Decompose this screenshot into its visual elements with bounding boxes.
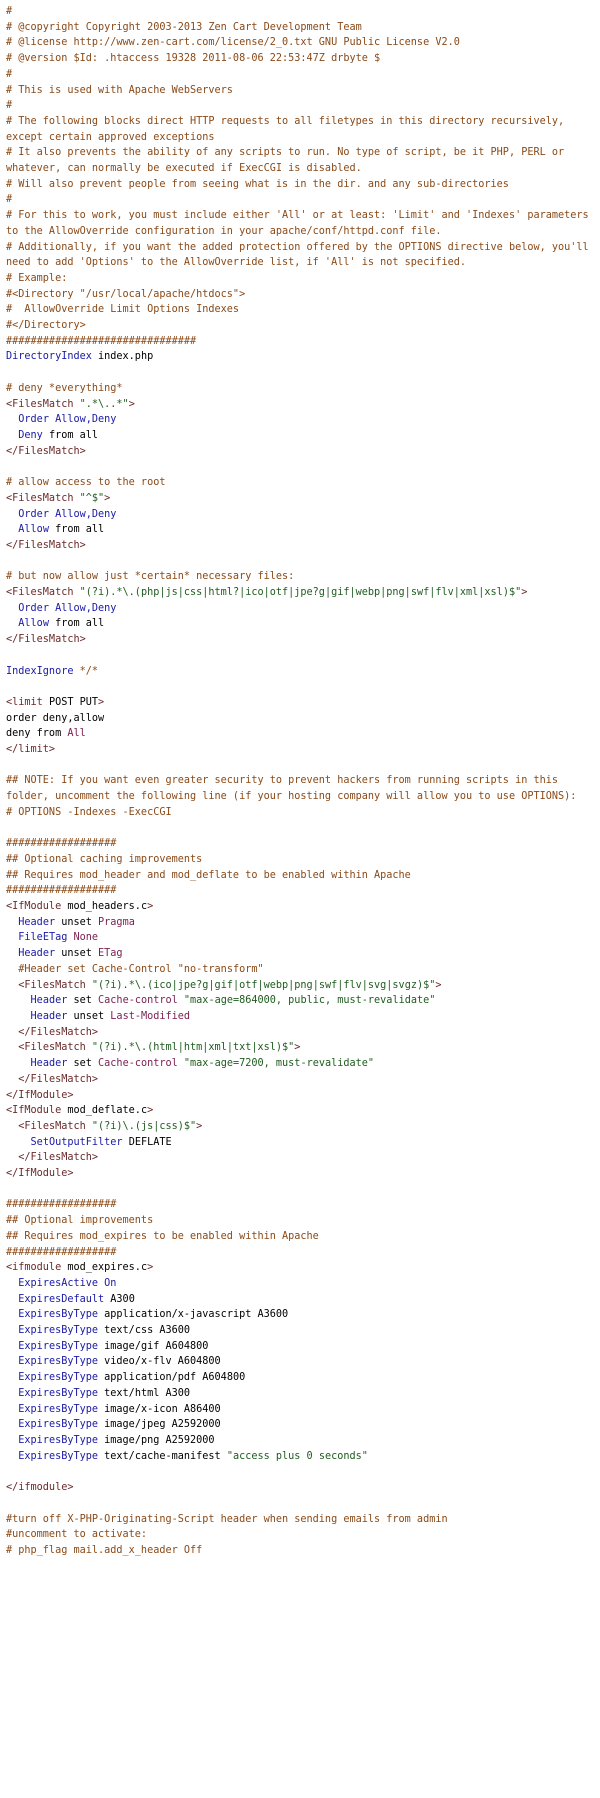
code-line bbox=[6, 1527, 594, 1543]
code-token-value: Last-Modified bbox=[110, 1011, 191, 1022]
code-token-plain: text/html A300 bbox=[98, 1387, 191, 1399]
code-token-comment: ## Optional caching improvements bbox=[6, 853, 203, 865]
code-token-keyword: ExpiresByType bbox=[18, 1372, 99, 1384]
code-line bbox=[6, 569, 594, 585]
code-token-plain: mod_deflate.c bbox=[67, 1105, 148, 1117]
code-line bbox=[6, 4, 594, 20]
code-token-string: "(?i).*\.(html|htm|xml|txt|xsl)$" bbox=[91, 1042, 295, 1054]
code-line bbox=[6, 98, 594, 114]
code-token-tag: <FilesMatch bbox=[18, 1120, 92, 1132]
code-token-keyword: Header bbox=[30, 995, 68, 1007]
code-token-plain bbox=[6, 1074, 18, 1085]
code-token-plain bbox=[6, 995, 31, 1006]
code-token-value: Cache-control bbox=[98, 1058, 178, 1070]
code-line bbox=[6, 412, 594, 428]
code-line bbox=[6, 114, 594, 145]
code-token-plain bbox=[6, 1309, 18, 1320]
code-line bbox=[6, 1072, 594, 1088]
code-token-plain bbox=[6, 1435, 18, 1446]
code-token-tag: </IfModule> bbox=[6, 1089, 74, 1101]
code-token-tag: </FilesMatch> bbox=[18, 1152, 99, 1164]
code-token-plain bbox=[6, 1388, 18, 1399]
code-line bbox=[6, 883, 594, 899]
code-line bbox=[6, 1307, 594, 1323]
code-line bbox=[6, 805, 594, 821]
code-token-tag: <FilesMatch bbox=[18, 979, 92, 991]
code-token-plain: mod_expires.c bbox=[67, 1262, 148, 1274]
code-line bbox=[6, 1103, 594, 1119]
code-token-keyword: ExpiresByType bbox=[18, 1309, 99, 1321]
code-token-plain: image/jpeg A2592000 bbox=[98, 1419, 221, 1431]
code-line bbox=[6, 742, 594, 758]
code-line bbox=[6, 20, 594, 36]
code-token-plain bbox=[6, 964, 18, 975]
code-token-comment: # but now allow just *certain* necessary files: bbox=[6, 571, 295, 583]
code-line bbox=[6, 1292, 594, 1308]
code-token-comment: # Example: bbox=[6, 272, 68, 284]
code-token-keyword: ExpiresByType bbox=[18, 1356, 99, 1368]
code-token-keyword: ExpiresByType bbox=[18, 1434, 99, 1446]
code-line bbox=[6, 397, 594, 413]
code-line bbox=[6, 208, 594, 239]
code-token-comment: # bbox=[6, 68, 13, 80]
code-token-plain: from all bbox=[42, 429, 99, 441]
code-line bbox=[6, 726, 594, 742]
code-token-comment: #</Directory> bbox=[6, 320, 86, 332]
code-token-keyword: Order bbox=[18, 414, 49, 426]
code-token-plain bbox=[6, 980, 18, 991]
code-token-tag: </FilesMatch> bbox=[6, 445, 86, 457]
code-token-keyword: Allow,Deny bbox=[55, 414, 117, 426]
code-token-plain bbox=[6, 618, 18, 629]
code-token-keyword: DirectoryIndex bbox=[6, 351, 92, 363]
code-line bbox=[6, 1150, 594, 1166]
code-token-comment: # Will also prevent people from seeing what is in the dir. and any sub-directories bbox=[6, 178, 509, 190]
code-line bbox=[6, 1088, 594, 1104]
code-token-plain bbox=[6, 1419, 18, 1430]
code-line bbox=[6, 177, 594, 193]
code-token-keyword: ExpiresByType bbox=[18, 1450, 99, 1462]
code-token-comment: #turn off X-PHP-Originating-Script header when sending emails from admin bbox=[6, 1513, 448, 1525]
code-line bbox=[6, 962, 594, 978]
code-token-tag: </ifmodule> bbox=[6, 1482, 74, 1494]
code-token-plain: image/gif A604800 bbox=[98, 1340, 209, 1352]
code-line bbox=[6, 145, 594, 176]
code-line bbox=[6, 616, 594, 632]
code-token-tag: <FilesMatch bbox=[6, 492, 80, 504]
code-line bbox=[6, 1449, 594, 1465]
code-token-comment: #uncomment to activate: bbox=[6, 1529, 148, 1541]
code-token-plain: application/x-javascript A3600 bbox=[98, 1309, 289, 1321]
code-line bbox=[6, 381, 594, 397]
code-token-plain bbox=[6, 1137, 31, 1148]
code-line bbox=[6, 271, 594, 287]
code-token-tag: </FilesMatch> bbox=[6, 539, 86, 551]
code-token-tag: > bbox=[128, 398, 135, 410]
code-line bbox=[6, 287, 594, 303]
blank-line bbox=[6, 821, 594, 837]
code-token-keyword: ExpiresDefault bbox=[18, 1293, 105, 1305]
code-token-comment: ################## bbox=[6, 885, 117, 897]
code-token-string: "(?i).*\.(ico|jpe?g|gif|otf|webp|png|swf|flv|svg|svgz)$" bbox=[91, 979, 436, 991]
code-token-keyword: SetOutputFilter bbox=[30, 1136, 123, 1148]
blank-line bbox=[6, 1182, 594, 1198]
code-token-keyword: Header bbox=[18, 916, 56, 928]
code-line bbox=[6, 664, 594, 680]
code-line bbox=[6, 35, 594, 51]
code-token-tag: </limit> bbox=[6, 744, 56, 756]
code-token-plain: text/cache-manifest bbox=[98, 1450, 227, 1462]
code-line bbox=[6, 522, 594, 538]
code-token-comment: # bbox=[6, 100, 13, 112]
code-token-plain: order deny,allow bbox=[6, 712, 105, 724]
code-token-tag: > bbox=[147, 1105, 154, 1117]
code-token-plain bbox=[6, 524, 18, 535]
code-line bbox=[6, 1135, 594, 1151]
code-token-plain: A300 bbox=[104, 1293, 135, 1305]
blank-line bbox=[6, 1464, 594, 1480]
code-token-comment: # Additionally, if you want the added protection offered by the OPTIONS directive below, you'll need to add 'Options' to the AllowOverride list, if 'All' is not specified. bbox=[6, 241, 595, 269]
code-token-keyword: FileETag bbox=[18, 932, 68, 944]
code-token-comment: ################## bbox=[6, 838, 117, 850]
code-token-keyword: Allow bbox=[18, 524, 49, 536]
code-line bbox=[6, 1119, 594, 1135]
code-token-comment: # allow access to the root bbox=[6, 477, 166, 489]
code-token-keyword: Header bbox=[30, 1058, 68, 1070]
code-token-tag: </FilesMatch> bbox=[18, 1026, 99, 1038]
code-token-keyword: Deny bbox=[18, 429, 43, 441]
code-token-comment: # deny *everything* bbox=[6, 382, 123, 394]
code-token-comment: # AllowOverride Limit Options Indexes bbox=[6, 304, 240, 316]
code-token-string: "(?i).*\.(php|js|css|html?|ico|otf|jpe?g|gif|webp|png|swf|flv|xml|xsl)$" bbox=[79, 587, 522, 599]
code-token-plain bbox=[6, 1294, 18, 1305]
code-line bbox=[6, 946, 594, 962]
code-token-keyword: Allow,Deny bbox=[55, 508, 117, 520]
code-token-value: None bbox=[73, 932, 99, 944]
code-token-comment: #<Directory "/usr/local/apache/htdocs"> bbox=[6, 288, 246, 300]
code-token-plain bbox=[6, 1058, 31, 1069]
code-token-comment: # @copyright Copyright 2003-2013 Zen Cart Development Team bbox=[6, 21, 362, 33]
code-line bbox=[6, 1402, 594, 1418]
code-token-plain: image/png A2592000 bbox=[98, 1434, 215, 1446]
blank-line bbox=[6, 365, 594, 381]
code-token-plain bbox=[6, 1372, 18, 1383]
code-line bbox=[6, 993, 594, 1009]
code-token-plain bbox=[6, 1356, 18, 1367]
code-line bbox=[6, 711, 594, 727]
code-token-plain bbox=[6, 603, 18, 614]
code-line bbox=[6, 1323, 594, 1339]
code-token-tag: > bbox=[147, 1262, 154, 1274]
code-line bbox=[6, 632, 594, 648]
code-token-tag: <ifmodule bbox=[6, 1262, 68, 1274]
code-line bbox=[6, 1417, 594, 1433]
code-token-comment: ## Optional improvements bbox=[6, 1215, 154, 1227]
code-line bbox=[6, 192, 594, 208]
code-token-keyword: IndexIgnore bbox=[6, 665, 74, 677]
blank-line bbox=[6, 758, 594, 774]
code-token-comment: */* bbox=[79, 665, 99, 677]
blank-line bbox=[6, 679, 594, 695]
code-token-string: "^$" bbox=[79, 492, 105, 504]
code-line bbox=[6, 1025, 594, 1041]
code-line bbox=[6, 852, 594, 868]
code-line bbox=[6, 1040, 594, 1056]
code-token-keyword: ExpiresActive bbox=[18, 1277, 99, 1289]
code-token-tag: <FilesMatch bbox=[18, 1042, 92, 1054]
code-line bbox=[6, 930, 594, 946]
code-token-plain: from all bbox=[48, 524, 105, 536]
code-line bbox=[6, 491, 594, 507]
code-token-plain bbox=[6, 509, 18, 520]
code-line bbox=[6, 349, 594, 365]
code-token-string: "max-age=864000, public, must-revalidate" bbox=[183, 995, 436, 1007]
code-token-plain: unset bbox=[67, 1011, 111, 1022]
code-token-comment: # OPTIONS -Indexes -ExecCGI bbox=[6, 806, 172, 818]
code-token-comment: #Header set Cache-Control "no-transform" bbox=[18, 963, 264, 975]
code-token-keyword: ExpiresByType bbox=[18, 1325, 99, 1337]
code-token-comment: # For this to work, you must include either 'All' or at least: 'Limit' and 'Indexes' parameters to the AllowOverride configuration in your apache/conf/httpd.conf file. bbox=[6, 210, 595, 237]
code-line bbox=[6, 428, 594, 444]
code-token-comment: ################## bbox=[6, 1246, 117, 1258]
code-line bbox=[6, 302, 594, 318]
code-token-tag: <IfModule bbox=[6, 901, 68, 913]
code-token-plain: deny from bbox=[6, 728, 68, 740]
code-line bbox=[6, 444, 594, 460]
code-token-keyword: ExpiresByType bbox=[18, 1340, 99, 1352]
code-token-keyword: Header bbox=[30, 1011, 68, 1022]
code-token-plain bbox=[6, 414, 18, 425]
code-token-keyword: Allow,Deny bbox=[55, 602, 117, 614]
code-token-comment: # @license http://www.zen-cart.com/license/2_0.txt GNU Public License V2.0 bbox=[6, 37, 460, 49]
code-token-tag: > bbox=[98, 696, 105, 708]
code-token-plain bbox=[6, 948, 18, 959]
code-token-comment: ## Requires mod_header and mod_deflate to be enabled within Apache bbox=[6, 869, 411, 881]
code-token-keyword: ExpiresByType bbox=[18, 1387, 99, 1399]
code-token-plain bbox=[6, 932, 18, 943]
code-token-value: Cache-control bbox=[98, 995, 178, 1007]
code-line bbox=[6, 507, 594, 523]
code-token-tag: <IfModule bbox=[6, 1105, 68, 1117]
code-token-tag: <limit bbox=[6, 696, 49, 708]
code-token-comment: # bbox=[6, 194, 13, 206]
code-token-tag: > bbox=[104, 492, 111, 504]
code-line bbox=[6, 240, 594, 271]
code-token-plain: text/css A3600 bbox=[98, 1325, 191, 1337]
code-token-keyword: Order bbox=[18, 602, 49, 614]
code-token-tag: </FilesMatch> bbox=[18, 1073, 99, 1085]
code-token-comment: # bbox=[6, 6, 13, 17]
code-token-tag: <FilesMatch bbox=[6, 398, 80, 410]
code-token-tag: > bbox=[521, 587, 528, 599]
code-line bbox=[6, 1512, 594, 1528]
code-line bbox=[6, 334, 594, 350]
code-token-plain: index.php bbox=[91, 351, 154, 363]
code-token-value: All bbox=[67, 728, 86, 740]
code-token-keyword: ExpiresByType bbox=[18, 1419, 99, 1431]
code-token-comment: # The following blocks direct HTTP requests to all filetypes in this directory recursively, except certain approved exceptions bbox=[6, 115, 571, 143]
code-token-comment: # @version $Id: .htaccess 19328 2011-08-06 22:53:47Z drbyte $ bbox=[6, 53, 381, 65]
code-line bbox=[6, 695, 594, 711]
code-token-plain bbox=[6, 1152, 18, 1163]
code-line bbox=[6, 83, 594, 99]
code-line bbox=[6, 585, 594, 601]
blank-line bbox=[6, 1496, 594, 1512]
code-token-plain bbox=[6, 1341, 18, 1352]
code-token-plain: set bbox=[67, 1058, 99, 1070]
code-line bbox=[6, 773, 594, 804]
code-line bbox=[6, 1213, 594, 1229]
code-token-tag: > bbox=[294, 1042, 301, 1054]
code-line bbox=[6, 836, 594, 852]
code-token-keyword: On bbox=[104, 1277, 117, 1289]
code-token-plain: set bbox=[67, 995, 99, 1007]
code-token-comment: ## NOTE: If you want even greater security to prevent hackers from running scripts in this folder, uncomment the following line (if your hosting company will allow you to use OPTIONS): bbox=[6, 775, 577, 803]
code-line bbox=[6, 1245, 594, 1261]
code-token-plain bbox=[6, 1027, 18, 1038]
code-line bbox=[6, 601, 594, 617]
code-line bbox=[6, 1354, 594, 1370]
code-line bbox=[6, 318, 594, 334]
code-token-tag: > bbox=[196, 1120, 203, 1132]
code-token-plain: video/x-flv A604800 bbox=[98, 1356, 221, 1368]
code-token-plain bbox=[6, 1451, 18, 1462]
code-line bbox=[6, 1056, 594, 1072]
code-token-comment: ## Requires mod_expires to be enabled within Apache bbox=[6, 1230, 319, 1242]
code-token-plain: POST PUT bbox=[48, 696, 99, 708]
code-token-tag: > bbox=[435, 979, 442, 991]
code-token-plain bbox=[6, 1325, 18, 1336]
code-token-keyword: ExpiresByType bbox=[18, 1403, 99, 1415]
code-token-plain bbox=[6, 1278, 18, 1289]
code-token-string: "access plus 0 seconds" bbox=[226, 1450, 368, 1462]
code-token-tag: > bbox=[147, 901, 154, 913]
code-token-plain: image/x-icon A86400 bbox=[98, 1403, 221, 1415]
blank-line bbox=[6, 554, 594, 570]
code-line bbox=[6, 1260, 594, 1276]
code-line bbox=[6, 1339, 594, 1355]
code-token-plain: unset bbox=[55, 916, 99, 928]
code-token-string: "(?i)\.(js|css)$" bbox=[91, 1120, 197, 1132]
code-token-value: Pragma bbox=[98, 916, 135, 928]
code-token-tag: </IfModule> bbox=[6, 1168, 74, 1180]
code-line bbox=[6, 915, 594, 931]
code-token-tag: <FilesMatch bbox=[6, 587, 80, 599]
code-token-comment: ############################### bbox=[6, 335, 197, 347]
code-line bbox=[6, 1166, 594, 1182]
code-token-tag: </FilesMatch> bbox=[6, 634, 86, 646]
code-token-keyword: Allow bbox=[18, 618, 49, 630]
blank-line bbox=[6, 459, 594, 475]
code-token-plain bbox=[6, 1011, 31, 1022]
code-line bbox=[6, 1433, 594, 1449]
code-line bbox=[6, 1276, 594, 1292]
code-line bbox=[6, 51, 594, 67]
code-line bbox=[6, 475, 594, 491]
code-token-value: ETag bbox=[98, 948, 123, 960]
code-token-plain: unset bbox=[55, 948, 99, 960]
code-line bbox=[6, 1543, 594, 1559]
code-line bbox=[6, 67, 594, 83]
code-token-plain: from all bbox=[48, 618, 105, 630]
code-line bbox=[6, 978, 594, 994]
code-line bbox=[6, 899, 594, 915]
code-token-comment: ################## bbox=[6, 1199, 117, 1211]
code-line bbox=[6, 868, 594, 884]
code-line bbox=[6, 1386, 594, 1402]
code-token-plain bbox=[6, 1121, 18, 1132]
code-line bbox=[6, 1197, 594, 1213]
code-token-keyword: Order bbox=[18, 508, 49, 520]
code-token-plain: application/pdf A604800 bbox=[98, 1372, 246, 1384]
code-token-plain: DEFLATE bbox=[122, 1136, 172, 1148]
code-token-comment: # It also prevents the ability of any scripts to run. No type of script, be it PHP, PERL or whatever, can normally be executed if ExecCGI is disabled. bbox=[6, 147, 571, 175]
code-token-comment: # php_flag mail.add_x_header Off bbox=[6, 1544, 203, 1556]
blank-line bbox=[6, 648, 594, 664]
code-line bbox=[6, 1229, 594, 1245]
code-line bbox=[6, 1480, 594, 1496]
code-token-plain bbox=[6, 1404, 18, 1415]
code-line bbox=[6, 1370, 594, 1386]
code-token-plain bbox=[6, 430, 18, 441]
code-token-plain: mod_headers.c bbox=[67, 901, 148, 913]
code-token-plain bbox=[6, 1042, 18, 1053]
code-token-comment: # This is used with Apache WebServers bbox=[6, 84, 233, 96]
code-line bbox=[6, 538, 594, 554]
code-token-plain bbox=[6, 917, 18, 928]
code-token-string: "max-age=7200, must-revalidate" bbox=[183, 1058, 375, 1070]
code-token-string: ".*\..*" bbox=[79, 398, 129, 410]
code-line bbox=[6, 1009, 594, 1025]
code-token-keyword: Header bbox=[18, 948, 56, 960]
